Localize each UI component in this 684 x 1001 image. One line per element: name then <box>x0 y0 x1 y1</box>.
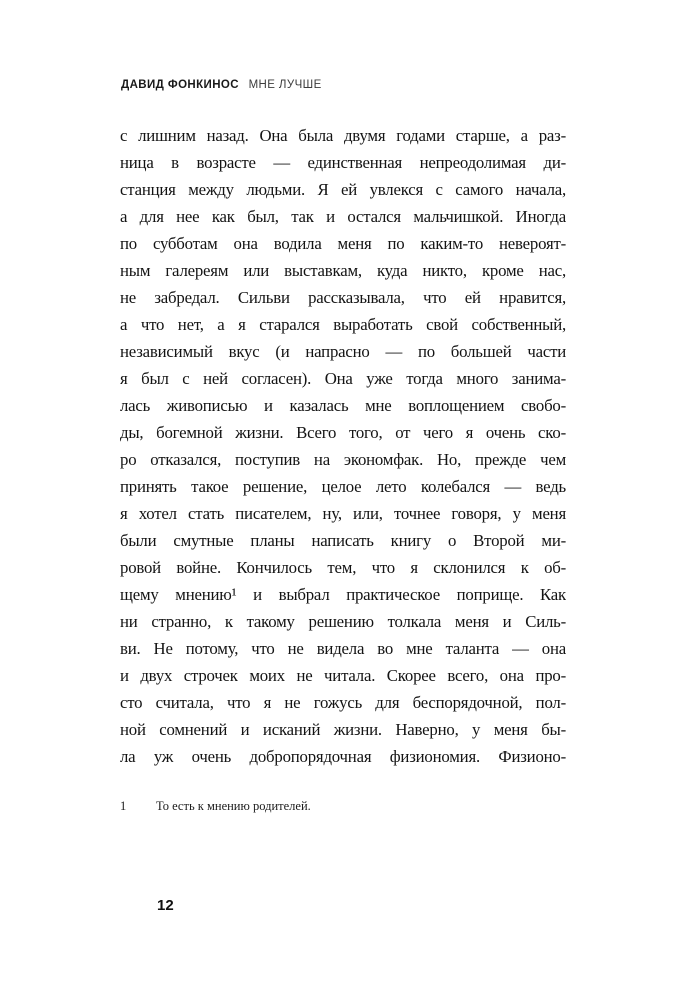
body-line: ровой войне. Кончилось тем, что я склонился к об- <box>120 558 566 577</box>
body-line: ро отказался, поступив на экономфак. Но, прежде чем <box>120 450 566 469</box>
body-line: щему мнению¹ и выбрал практическое поприще. Как <box>120 585 566 604</box>
body-line: лась живописью и казалась мне воплощением свобо- <box>120 396 566 415</box>
author-name: ДАВИД ФОНКИНОС <box>121 79 239 91</box>
body-line: я хотел стать писателем, ну, или, точнее говоря, у меня <box>120 504 566 523</box>
running-header <box>121 79 322 91</box>
book-title: МНЕ ЛУЧШЕ <box>248 79 322 91</box>
body-line: ница в возрасте — единственная непреодолимая ди- <box>120 153 566 172</box>
body-line: а что нет, а я старался выработать свой собственный, <box>120 315 566 334</box>
body-line: не забредал. Сильви рассказывала, что ей нравится, <box>120 288 566 307</box>
body-line: и двух строчек моих не читала. Скорее всего, она про- <box>120 666 566 685</box>
body-text <box>120 122 566 770</box>
body-line: были смутные планы написать книгу о Второй ми- <box>120 531 566 550</box>
page-number: 12 <box>157 897 174 914</box>
body-line: принять такое решение, целое лето колебался — ведь <box>120 477 566 496</box>
body-line: по субботам она водила меня по каким-то невероят- <box>120 234 566 253</box>
body-line: ви. Не потому, что не видела во мне таланта — она <box>120 639 566 658</box>
body-line: ным галереям или выставкам, куда никто, кроме нас, <box>120 261 566 280</box>
footnote <box>120 799 566 814</box>
body-line: сто считала, что я не гожусь для беспорядочной, пол- <box>120 693 566 712</box>
body-line: ды, богемной жизни. Всего того, от чего я очень ско- <box>120 423 566 442</box>
body-line: я был с ней согласен). Она уже тогда много занима- <box>120 369 566 388</box>
footnote-text: То есть к мнению родителей. <box>156 799 311 813</box>
body-line: с лишним назад. Она была двумя годами старше, а раз- <box>120 126 566 145</box>
body-line: независимый вкус (и напрасно — по большей части <box>120 342 566 361</box>
body-line: станция между людьми. Я ей увлекся с самого начала, <box>120 180 566 199</box>
body-line: ла уж очень добропорядочная физиономия. Физионо- <box>120 747 566 766</box>
body-line: ни странно, к такому решению толкала меня и Силь- <box>120 612 566 631</box>
footnote-marker: 1 <box>120 799 127 813</box>
body-line: а для нее как был, так и остался мальчишкой. Иногда <box>120 207 566 226</box>
body-line: ной сомнений и исканий жизни. Наверно, у меня бы- <box>120 720 566 739</box>
